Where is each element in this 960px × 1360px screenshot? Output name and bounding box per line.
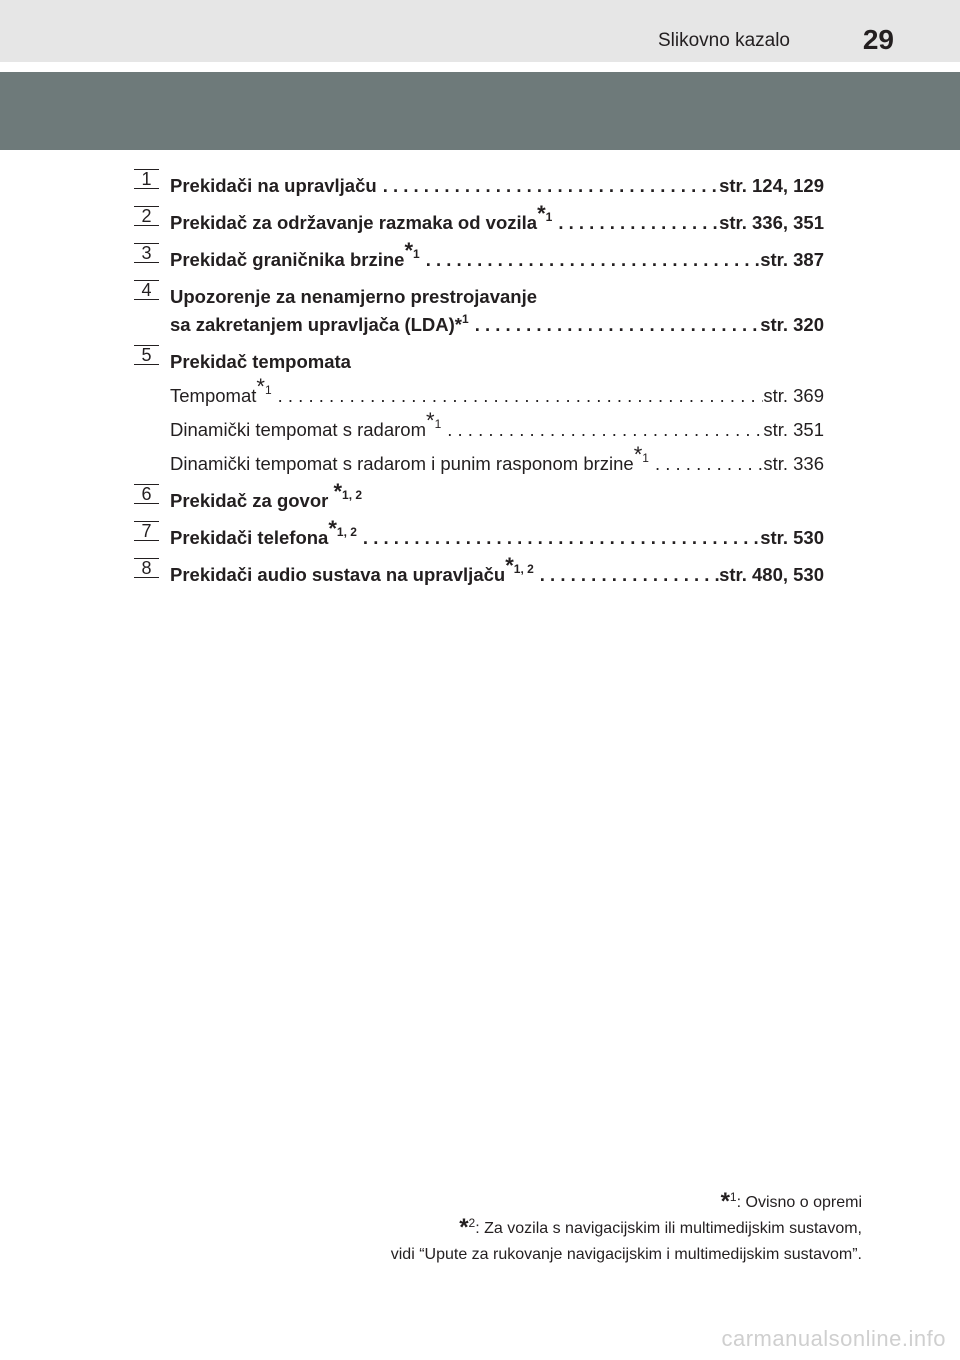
entry-label: Prekidač graničnika brzine$^{*1}$ (170, 238, 420, 270)
item-number-badge: 5 (134, 345, 159, 365)
header-bar (0, 0, 960, 62)
footnote-2: *$^2$: Za vozila s navigacijskim ili multimedijskim sustavom, (459, 1214, 862, 1241)
dot-leader (357, 527, 760, 549)
page-reference[interactable]: str. 351 (763, 419, 824, 440)
page-reference[interactable]: str. 320 (760, 314, 824, 335)
index-entry (130, 512, 824, 549)
item-number-badge: 6 (134, 484, 159, 504)
page-reference[interactable]: str. 387 (760, 249, 824, 270)
watermark: carmanualsonline.info (721, 1326, 946, 1351)
index-entry (130, 336, 824, 475)
item-number-badge: 8 (134, 558, 159, 578)
gray-band (0, 72, 960, 150)
page-reference[interactable]: str. 530 (760, 527, 824, 548)
index-entry (130, 234, 824, 271)
index-entry (130, 475, 824, 512)
page-reference[interactable]: str. 124, 129 (719, 175, 824, 196)
page-number: 29 (862, 24, 894, 55)
page-reference[interactable]: str. 336, 351 (719, 212, 824, 233)
page-reference[interactable]: str. 336 (763, 453, 824, 474)
entry-label: Prekidači telefona$^{*1, 2}$ (170, 516, 357, 548)
sub-entry-label: Dinamički tempomat s radarom i punim rasponom brzine$^{*1}$ (170, 442, 649, 474)
footnotes (391, 1190, 862, 1268)
entry-label: Prekidač za govor $^{*1, 2}$ (170, 479, 363, 511)
item-number-badge: 1 (134, 169, 159, 189)
entry-label: Prekidač za održavanje razmaka od vozila$^{*1}$ (170, 201, 553, 233)
page-reference[interactable]: str. 480, 530 (719, 564, 824, 585)
item-number-badge: 7 (134, 521, 159, 541)
dot-leader (377, 175, 719, 197)
index-list (130, 160, 824, 586)
index-entry (130, 160, 824, 197)
page-reference[interactable]: str. 369 (763, 385, 824, 406)
entry-label-line1: Upozorenje za nenamjerno prestrojavanje (170, 286, 538, 307)
entry-label: Prekidači na upravljaču (170, 175, 377, 196)
item-number-badge: 4 (134, 280, 159, 300)
dot-leader (469, 314, 761, 336)
dot-leader (552, 212, 719, 234)
item-number-badge: 3 (134, 243, 159, 263)
index-entry (130, 197, 824, 234)
sub-entry-label: Tempomat$^{*1}$ (170, 374, 272, 406)
footnote-2-continuation: vidi “Upute za rukovanje navigacijskim i multimedijskim sustavom”. (390, 1246, 862, 1263)
dot-leader (649, 453, 763, 475)
entry-heading: Prekidač tempomata (170, 351, 351, 372)
dot-leader (534, 564, 719, 586)
section-title: Slikovno kazalo (657, 30, 790, 51)
entry-label: Prekidači audio sustava na upravljaču$^{*1, 2}$ (170, 553, 534, 585)
dot-leader (441, 419, 763, 441)
index-entry (130, 549, 824, 586)
dot-leader (420, 249, 761, 271)
dot-leader (272, 385, 764, 407)
sub-entry-label: Dinamički tempomat s radarom$^{*1}$ (170, 408, 442, 440)
index-entry (130, 271, 824, 336)
footnote-1: *$^1$: Ovisno o opremi (720, 1188, 862, 1215)
entry-label: sa zakretanjem upravljača (LDA)*$^1$ (170, 312, 469, 335)
item-number-badge: 2 (134, 206, 159, 226)
